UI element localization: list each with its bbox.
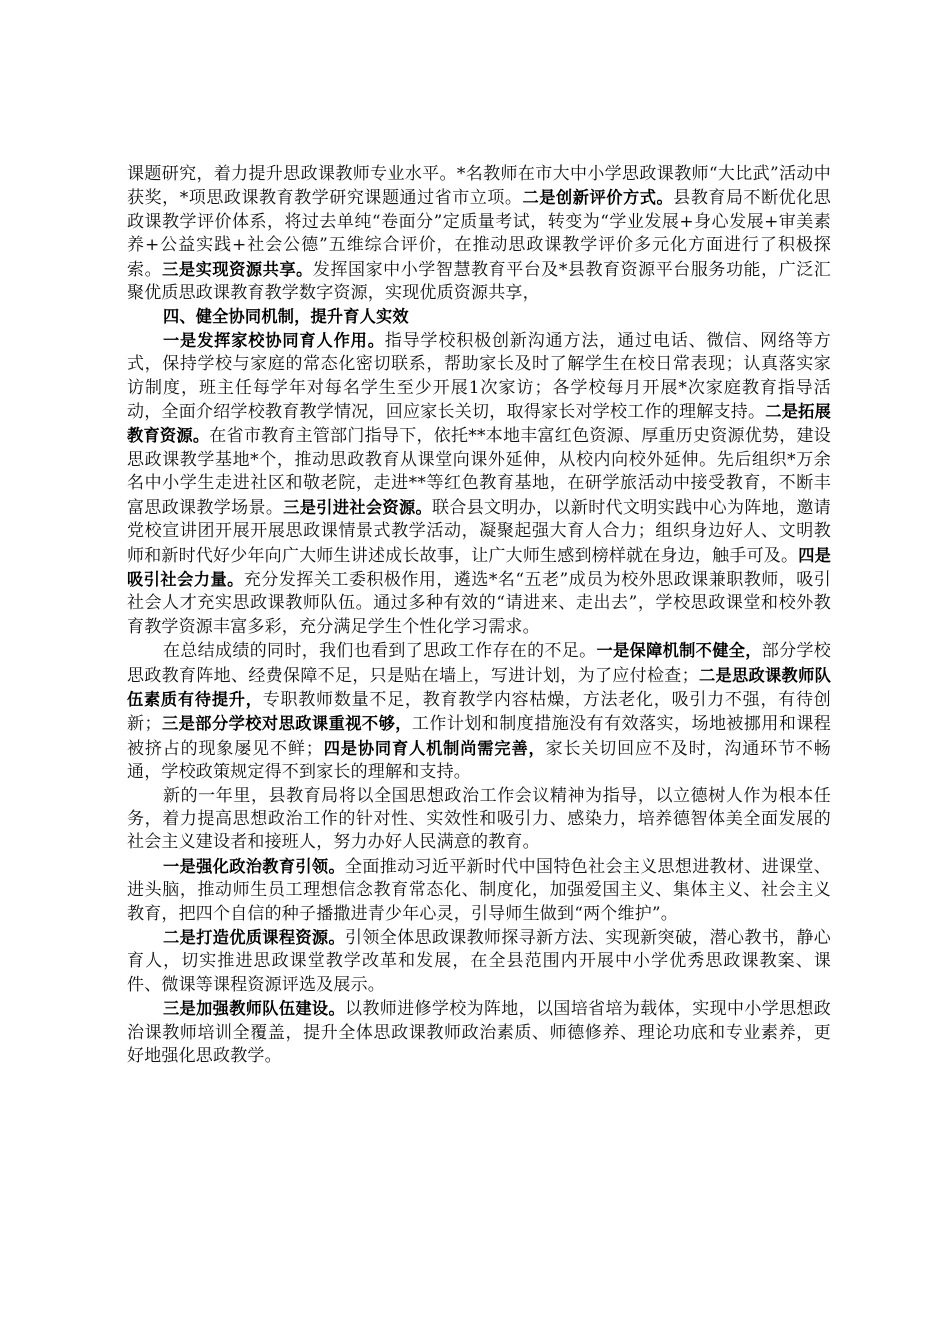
paragraph-shortcomings — [127, 639, 831, 784]
paragraph-text: 充分发挥关工委积极作用，遴选*名“五老”成员为校外思政课兼职教师，吸引社会人才充实思政课教师队伍。通过多种有效的“请进来、走出去”，学校思政课堂和校外教育教学资源丰富多彩，充分满足学生个性化学习需求。 — [127, 569, 831, 637]
paragraph-text: 专职教师数量不足，教育教学内容枯燥，方法老化，吸引力不强，有待创新； — [127, 689, 831, 735]
paragraph-bold-lead: 三是实现资源共享。 — [162, 259, 313, 279]
paragraph-text: 课题研究，着力提升思政课教师专业水平。*名教师在市大中小学思政课教师“大比武”活动中获奖，*项思政课教育教学研究课题通过省市立项。 — [127, 164, 831, 209]
paragraph-text: 工作计划和制度措施没有有效落实，场地被挪用和课程被挤占的现象屡见不鲜； — [127, 714, 831, 759]
paragraph-bold-lead: 二是思政课教师队伍素质有待提升， — [127, 665, 831, 709]
paragraph-text: 家长关切回应不及时，沟通环节不畅通，学校政策规定得不到家长的理解和支持。 — [127, 738, 832, 783]
paragraph-political-education — [127, 855, 831, 926]
paragraph-text: 发挥国家中小学智慧教育平台及*县教育资源平台服务功能，广泛汇聚优质思政课教育教学数字资源，实现优质资源共享， — [127, 259, 832, 304]
paragraph-coordination — [127, 329, 831, 639]
paragraph-text: 联合县文明办，以新时代文明实践中心为阵地，邀请党校宣讲团开展开展思政课情景式教学活动，凝聚起强大育人合力；组织身边好人、文明教师和新时代好少年向广大师生讲述成长故事，让广大师生感到榜样就在身边，触手可及。 — [127, 497, 831, 566]
paragraph-bold-lead: 一是强化政治教育引领。 — [163, 856, 346, 876]
paragraph-bold-lead: 三是加强教师队伍建设。 — [163, 999, 346, 1019]
paragraph-text: 全面推动习近平新时代中国特色社会主义思想进教材、进课堂、进头脑，推动师生员工理想信念教育常态化、制度化，加强爱国主义、集体主义、社会主义教育，把四个自信的种子播撒进青少年心灵，引导师生做到“两个维护”。 — [127, 856, 831, 924]
paragraph-course-resources — [127, 926, 831, 997]
paragraph-bold-lead: 二是拓展教育资源。 — [127, 402, 831, 446]
paragraph-bold-lead: 三是部分学校对思政课重视不够， — [161, 714, 412, 734]
paragraph-text: 部分学校思政教育阵地、经费保障不足，只是贴在墙上，写进计划，为了应付检查； — [127, 641, 832, 686]
paragraph-bold-lead: 三是引进社会资源。 — [283, 497, 433, 517]
paragraph-text: 县教育局不断优化思政课教学评价体系，将过去单纯“卷面分”定质量考试，转变为“学业发展+身心发展+审美素养+公益实践+社会公德”五维综合评价，在推动思政课教学评价多元化方面进行了积极探索。 — [127, 188, 831, 280]
paragraph-teacher-team — [127, 997, 831, 1068]
paragraph-bold-lead: 一是保障机制不健全， — [596, 641, 762, 661]
paragraph-bold-lead: 四是吸引社会力量。 — [127, 545, 831, 589]
section-heading: 四、健全协同机制，提升育人实效 — [163, 307, 409, 327]
paragraph-text: 引领全体思政课教师探寻新方法、实现新突破，潜心教书，静心育人，切实推进思政课堂教学改革和发展，在全县范围内开展中小学优秀思政课教案、课件、微课等课程资源评选及展示。 — [127, 928, 831, 995]
paragraph-text: 在总结成绩的同时，我们也看到了思政工作存在的不足。 — [163, 641, 597, 662]
paragraph-bold-lead: 二是打造优质课程资源。 — [163, 928, 346, 947]
paragraph-evaluation-resources — [127, 163, 831, 305]
paragraph-bold-lead: 四是协同育人机制尚需完善， — [323, 738, 546, 758]
paragraph-bold-lead: 二是创新评价方式。 — [522, 188, 674, 208]
paragraph-bold-lead: 一是发挥家校协同育人作用。 — [163, 330, 385, 350]
document-body — [127, 163, 831, 1068]
paragraph-new-year: 新的一年里，县教育局将以全国思想政治工作会议精神为指导，以立德树人作为根本任务，着力提高思想政治工作的针对性、实效性和吸引力、感染力，培养德智体美全面发展的社会主义建设者和接班人，努力办好人民满意的教育。 — [127, 785, 831, 853]
paragraph-text: 指导学校积极创新沟通方法，通过电话、微信、网络等方式，保持学校与家庭的常态化密切联系，帮助家长及时了解学生在校日常表现；认真落实家访制度，班主任每学年对每名学生至少开展1次家访；各学校每月开展*次家庭教育指导活动，全面介绍学校教育教学情况，回应家长关切，取得家长对学校工作的理解支持。 — [127, 330, 831, 423]
paragraph-text: 在省市教育主管部门指导下，依托**本地丰富红色资源、厚重历史资源优势，建设思政课教学基地*个，推动思政教育从课堂向课外延伸，从校内向校外延伸。先后组织*万余名中小学生走进社区和敬老院，走进**等红色教育基地，在研学旅活动中接受教育，不断丰富思政课教学场景。 — [127, 426, 832, 518]
paragraph-text: 以教师进修学校为阵地，以国培省培为载体，实现中小学思想政治课教师培训全覆盖，提升全体思政课教师政治素质、师德修养、理论功底和专业素养，更好地强化思政教学。 — [127, 999, 831, 1067]
